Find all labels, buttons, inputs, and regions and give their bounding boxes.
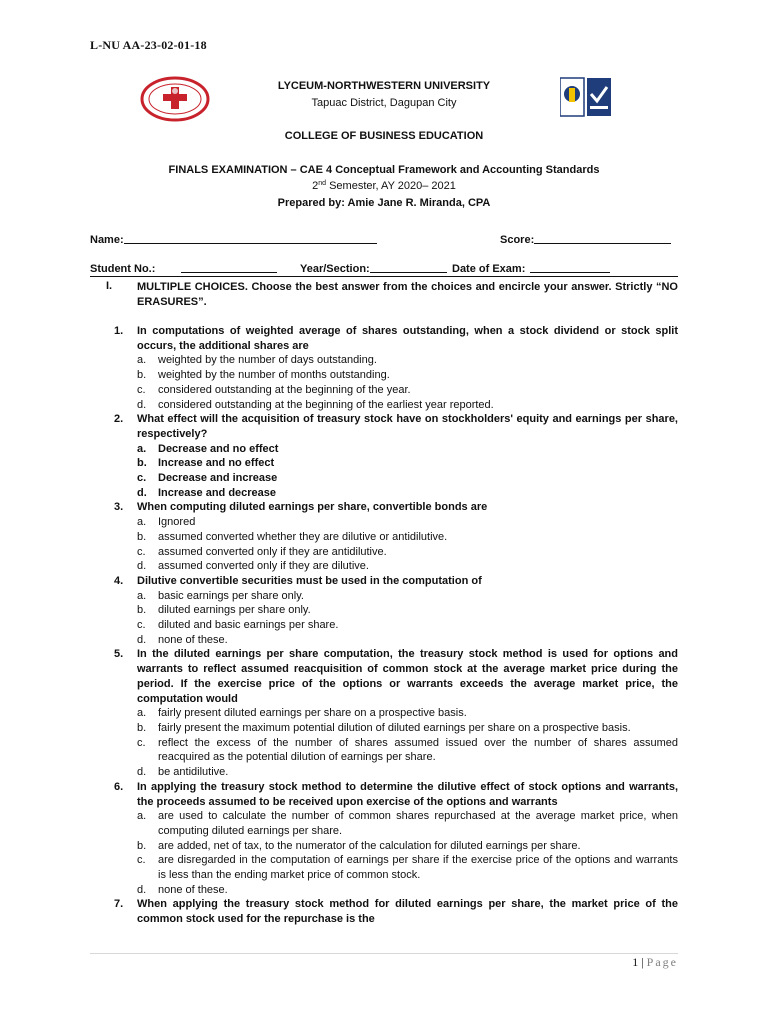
option-letter: d. <box>137 398 147 411</box>
answer-option[interactable] <box>90 515 678 530</box>
question-text: What effect will the acquisition of treasury stock have on stockholders' equity and earnings per share, respectively? <box>137 413 678 440</box>
option-letter: c. <box>137 619 146 632</box>
answer-option[interactable] <box>90 442 678 457</box>
score-blank[interactable] <box>534 232 671 244</box>
option-letter: b. <box>137 839 147 852</box>
option-text: are added, net of tax, to the numerator of the calculation for diluted earnings per share. <box>158 839 581 852</box>
question-number: 2. <box>114 413 124 426</box>
option-text: Decrease and no effect <box>158 442 279 455</box>
option-letter: a. <box>137 442 147 455</box>
answer-option[interactable] <box>90 368 678 383</box>
option-letter: a. <box>137 810 147 823</box>
option-text: none of these. <box>158 883 228 896</box>
question-text: In the diluted earnings per share computation, the treasury stock method is used for options and warrants to reflect assumed reacquisition of common stock at the average market price during the period. If the exercise price of the options or warrants exceeds the average market price, the computation would <box>137 648 678 705</box>
answer-option[interactable] <box>90 603 678 618</box>
name-label: Name: <box>90 234 124 246</box>
option-letter: d. <box>137 633 147 646</box>
university-address: Tapuac District, Dagupan City <box>311 97 457 109</box>
option-letter: c. <box>137 383 146 396</box>
option-text: reflect the excess of the number of shares assumed issued over the number of shares assumed reacquired as the potential dilution of earnings per share. <box>158 736 678 764</box>
option-text: are disregarded in the computation of earnings per share if the exercise price of the options and warrants is less than the ending market price of common stock. <box>158 854 678 882</box>
option-text: Increase and no effect <box>158 457 275 470</box>
answer-option[interactable] <box>90 456 678 471</box>
option-letter: c. <box>137 854 146 867</box>
answer-option[interactable] <box>90 545 678 560</box>
page-footer <box>632 955 678 970</box>
option-text: Ignored <box>158 516 196 529</box>
section-instructions <box>100 280 678 310</box>
option-text: weighted by the number of days outstanding. <box>158 354 377 367</box>
answer-option[interactable] <box>90 721 678 736</box>
option-letter: b. <box>137 604 147 617</box>
question-text: When applying the treasury stock method for diluted earnings per share, the market price of the common stock used for the repurchase is the <box>137 898 678 926</box>
score-label: Score: <box>500 234 535 246</box>
name-field <box>90 232 377 246</box>
footer-divider <box>90 953 678 954</box>
option-letter: b. <box>137 721 147 734</box>
question-3 <box>90 500 678 515</box>
option-text: weighted by the number of months outstanding. <box>158 369 390 382</box>
option-text: Increase and decrease <box>158 486 277 499</box>
page-word: Page <box>646 955 678 969</box>
answer-option[interactable] <box>90 471 678 486</box>
name-blank[interactable] <box>124 232 377 244</box>
section-numeral: I. <box>106 280 113 292</box>
answer-option[interactable] <box>90 353 678 368</box>
option-text: assumed converted only if they are dilutive. <box>158 560 369 573</box>
exam-title: FINALS EXAMINATION – CAE 4 Conceptual Framework and Accounting Standards <box>168 164 600 176</box>
question-number: 4. <box>114 574 124 587</box>
student-no-label: Student No.: <box>90 263 156 275</box>
answer-option[interactable] <box>90 809 678 838</box>
option-text: none of these. <box>158 633 228 646</box>
semester-suffix: nd <box>318 180 327 187</box>
option-letter: d. <box>137 560 147 573</box>
document-code: L-NU AA-23-02-01-18 <box>90 38 207 52</box>
question-1 <box>90 324 678 353</box>
option-text: considered outstanding at the beginning of the earliest year reported. <box>158 398 494 411</box>
answer-option[interactable] <box>90 398 678 413</box>
date-label: Date of Exam: <box>452 263 526 275</box>
question-text: In applying the treasury stock method to determine the dilutive effect of stock options and warrants, the proceeds assumed to be received upon exercise of the options and warrants <box>137 780 678 808</box>
option-letter: a. <box>137 589 147 602</box>
answer-option[interactable] <box>90 589 678 604</box>
question-text: In computations of weighted average of shares outstanding, when a stock dividend or stock split occurs, the additional shares are <box>137 325 678 352</box>
answer-option[interactable] <box>90 486 678 501</box>
page-number: 1 <box>632 955 639 969</box>
semester-line <box>0 180 768 192</box>
question-6 <box>90 780 678 809</box>
question-list <box>90 324 678 927</box>
option-text: assumed converted whether they are dilutive or antidilutive. <box>158 530 448 543</box>
score-field <box>500 232 671 246</box>
year-section-blank[interactable] <box>370 261 447 273</box>
option-letter: b. <box>137 369 147 382</box>
question-4 <box>90 574 678 589</box>
semester-ordinal: 2 <box>312 180 319 192</box>
question-number: 1. <box>114 325 124 337</box>
option-letter: b. <box>137 457 147 470</box>
answer-option[interactable] <box>90 530 678 545</box>
date-field <box>452 261 610 275</box>
option-text: fairly present diluted earnings per share on a prospective basis. <box>158 707 467 720</box>
answer-option[interactable] <box>90 383 678 398</box>
question-text: Dilutive convertible securities must be used in the computation of <box>137 574 482 587</box>
option-text: basic earnings per share only. <box>158 589 304 602</box>
page-separator: | <box>638 955 647 969</box>
option-text: fairly present the maximum potential dilution of diluted earnings per share on a prospective basis. <box>158 721 631 734</box>
student-no-field <box>90 261 277 275</box>
date-blank[interactable] <box>530 261 610 273</box>
answer-option[interactable] <box>90 706 678 721</box>
option-letter: d. <box>137 883 147 896</box>
answer-option[interactable] <box>90 618 678 633</box>
question-number: 7. <box>114 898 124 911</box>
option-letter: a. <box>137 707 147 720</box>
year-section-label: Year/Section: <box>300 263 370 275</box>
option-text: are used to calculate the number of common shares repurchased at the average market price, when computing diluted earnings per share. <box>158 810 678 837</box>
option-text: diluted and basic earnings per share. <box>158 619 339 632</box>
question-number: 6. <box>114 780 124 793</box>
answer-option[interactable] <box>90 633 678 648</box>
question-2 <box>90 412 678 441</box>
option-text: considered outstanding at the beginning of the year. <box>158 383 411 396</box>
prepared-by: Prepared by: Amie Jane R. Miranda, CPA <box>277 197 491 209</box>
option-letter: c. <box>137 545 146 558</box>
answer-option[interactable] <box>90 883 678 898</box>
section-instructions-text: MULTIPLE CHOICES. Choose the best answer from the choices and encircle your answer. Strictly “NO ERASURES”. <box>137 281 678 308</box>
option-letter: d. <box>137 766 147 779</box>
option-letter: c. <box>137 472 147 485</box>
option-text: diluted earnings per share only. <box>158 604 311 617</box>
answer-option[interactable] <box>90 853 678 882</box>
option-letter: c. <box>137 736 146 749</box>
university-name: LYCEUM-NORTHWESTERN UNIVERSITY <box>277 80 491 92</box>
option-letter: d. <box>137 486 147 499</box>
answer-option[interactable] <box>90 559 678 574</box>
question-text: When computing diluted earnings per share, convertible bonds are <box>137 501 488 514</box>
semester-rest: Semester, AY 2020– 2021 <box>326 180 456 192</box>
option-text: be antidilutive. <box>158 766 229 779</box>
answer-option[interactable] <box>90 839 678 854</box>
answer-option[interactable] <box>90 736 678 765</box>
option-letter: a. <box>137 516 147 529</box>
option-letter: a. <box>137 354 147 367</box>
option-letter: b. <box>137 530 147 543</box>
question-5 <box>90 647 678 706</box>
header-divider <box>90 276 678 277</box>
question-number: 3. <box>114 501 124 514</box>
student-no-blank[interactable] <box>181 261 277 273</box>
answer-option[interactable] <box>90 765 678 780</box>
option-text: Decrease and increase <box>158 472 278 485</box>
option-text: assumed converted only if they are antidilutive. <box>158 545 387 558</box>
question-7 <box>90 897 678 926</box>
question-number: 5. <box>114 648 124 661</box>
year-section-field <box>300 261 447 275</box>
college-name: COLLEGE OF BUSINESS EDUCATION <box>284 130 484 142</box>
